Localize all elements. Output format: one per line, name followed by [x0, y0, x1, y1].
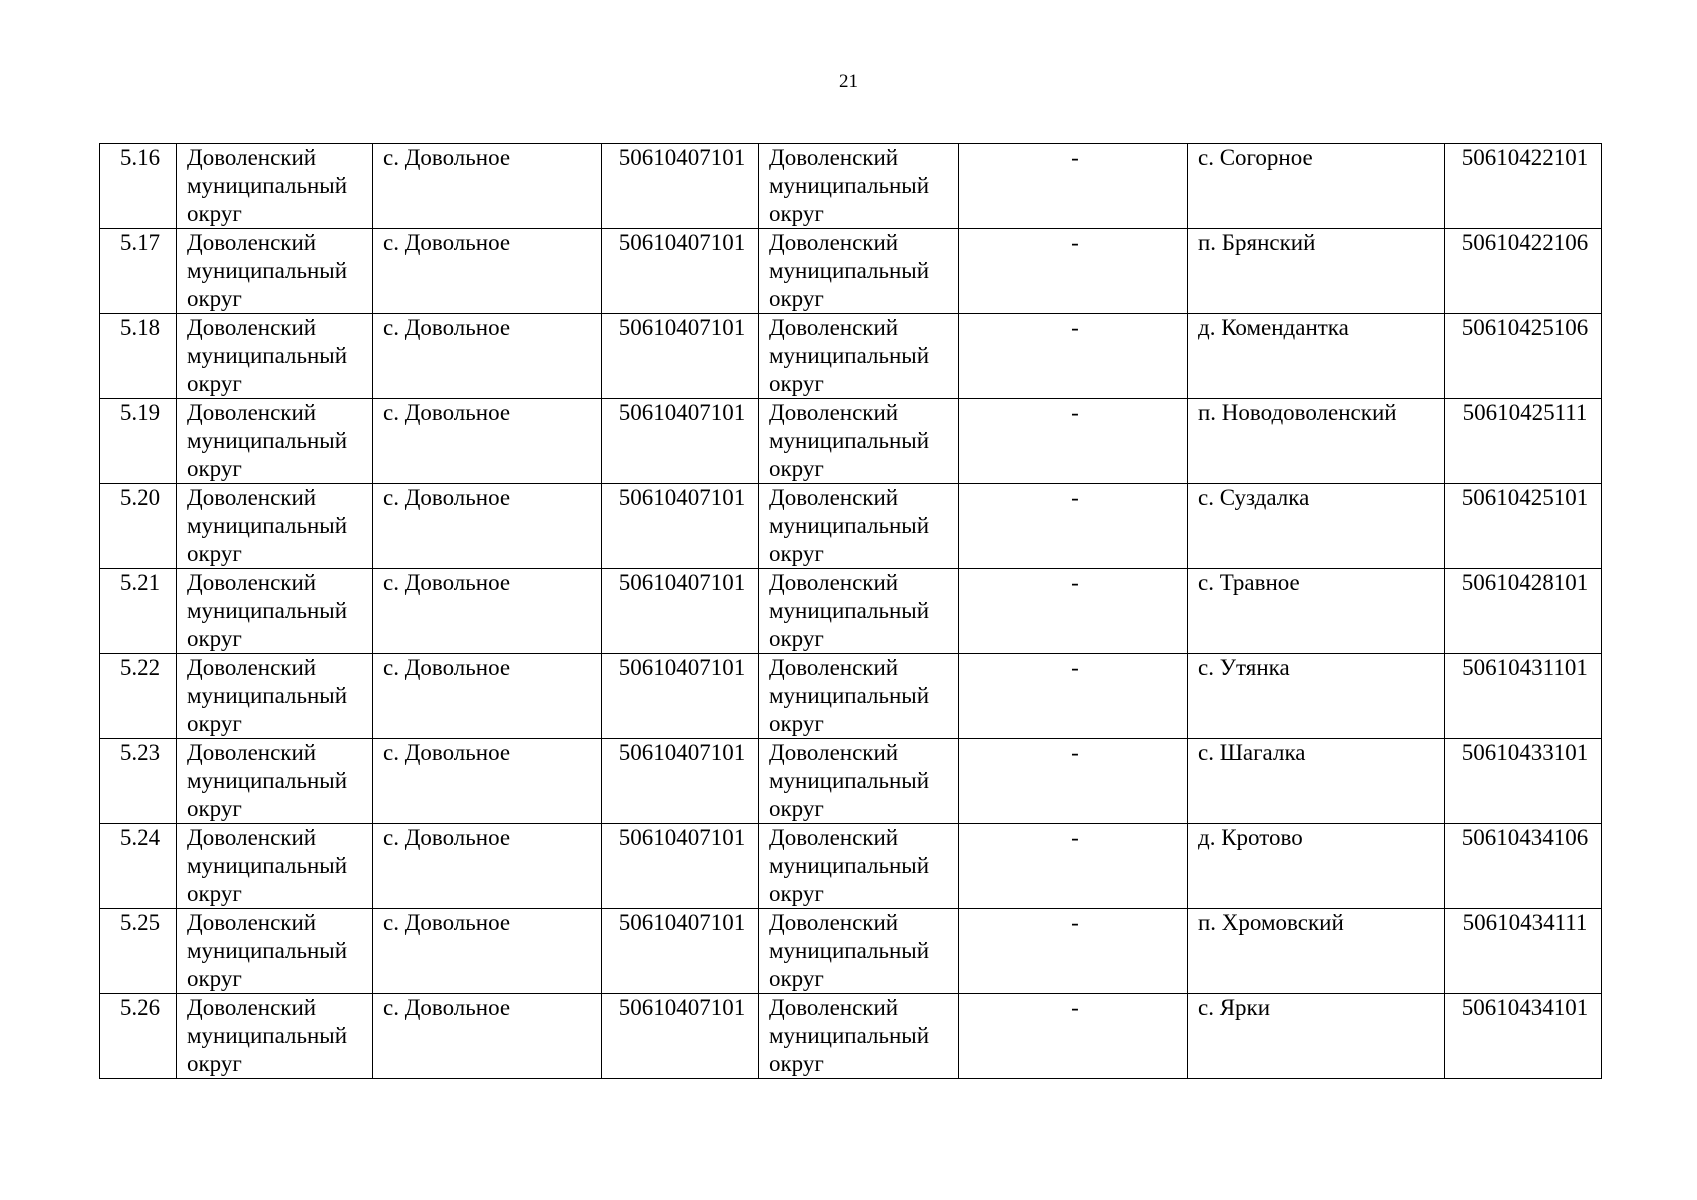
district2-cell	[759, 654, 959, 739]
district-cell-line: Доволенский	[187, 910, 317, 935]
district2-cell-line: округ	[769, 626, 824, 651]
dash-cell: -	[959, 484, 1188, 569]
district-cell-line: Доволенский	[187, 995, 317, 1020]
district-cell-line: муниципальный	[187, 428, 348, 453]
district-cell-line: округ	[187, 711, 242, 736]
district-cell	[177, 824, 373, 909]
center-code-cell: 50610407101	[602, 739, 759, 824]
district-cell-line: муниципальный	[187, 1023, 348, 1048]
district-cell	[177, 229, 373, 314]
district2-cell-line: муниципальный	[769, 343, 930, 368]
district2-cell-line: округ	[769, 966, 824, 991]
district2-cell-line: Доволенский	[769, 315, 899, 340]
district-cell-line: муниципальный	[187, 853, 348, 878]
center-cell: с. Довольное	[373, 654, 602, 739]
district-cell-line: Доволенский	[187, 485, 317, 510]
table-row	[100, 994, 1602, 1079]
settlement-code-cell: 50610434101	[1445, 994, 1602, 1079]
district-cell-line: округ	[187, 371, 242, 396]
table-body	[100, 144, 1602, 1079]
center-cell: с. Довольное	[373, 824, 602, 909]
district2-cell	[759, 909, 959, 994]
row-number-cell: 5.23	[100, 739, 177, 824]
settlement-code-cell: 50610422106	[1445, 229, 1602, 314]
settlement-code-cell: 50610428101	[1445, 569, 1602, 654]
table-row	[100, 824, 1602, 909]
page-number: 21	[839, 71, 858, 92]
row-number-cell: 5.17	[100, 229, 177, 314]
settlement-cell: п. Хромовский	[1188, 909, 1445, 994]
district2-cell	[759, 569, 959, 654]
settlement-code-cell: 50610431101	[1445, 654, 1602, 739]
table-row	[100, 399, 1602, 484]
district2-cell	[759, 739, 959, 824]
district-cell-line: муниципальный	[187, 173, 348, 198]
district2-cell	[759, 144, 959, 229]
district-cell-line: муниципальный	[187, 683, 348, 708]
center-code-cell: 50610407101	[602, 229, 759, 314]
district-cell	[177, 654, 373, 739]
district2-cell-line: Доволенский	[769, 825, 899, 850]
table-row	[100, 909, 1602, 994]
district2-cell-line: муниципальный	[769, 428, 930, 453]
settlement-code-cell: 50610425111	[1445, 399, 1602, 484]
table-row	[100, 229, 1602, 314]
district2-cell-line: Доволенский	[769, 910, 899, 935]
center-code-cell: 50610407101	[602, 399, 759, 484]
district2-cell-line: муниципальный	[769, 258, 930, 283]
district2-cell-line: муниципальный	[769, 683, 930, 708]
district-cell-line: Доволенский	[187, 825, 317, 850]
district2-cell-line: муниципальный	[769, 768, 930, 793]
center-code-cell: 50610407101	[602, 144, 759, 229]
district2-cell-line: Доволенский	[769, 145, 899, 170]
district-cell-line: муниципальный	[187, 258, 348, 283]
district-cell-line: округ	[187, 966, 242, 991]
row-number-cell: 5.16	[100, 144, 177, 229]
district-cell-line: Доволенский	[187, 740, 317, 765]
row-number-cell: 5.24	[100, 824, 177, 909]
dash-cell: -	[959, 569, 1188, 654]
center-code-cell: 50610407101	[602, 569, 759, 654]
district-cell-line: Доволенский	[187, 570, 317, 595]
center-cell: с. Довольное	[373, 229, 602, 314]
district2-cell-line: Доволенский	[769, 230, 899, 255]
district-cell-line: округ	[187, 796, 242, 821]
district2-cell	[759, 824, 959, 909]
dash-cell: -	[959, 314, 1188, 399]
settlement-cell: д. Комендантка	[1188, 314, 1445, 399]
settlement-code-cell: 50610434111	[1445, 909, 1602, 994]
center-cell: с. Довольное	[373, 144, 602, 229]
settlement-cell: с. Шагалка	[1188, 739, 1445, 824]
row-number-cell: 5.26	[100, 994, 177, 1079]
district-cell-line: округ	[187, 881, 242, 906]
district2-cell-line: Доволенский	[769, 570, 899, 595]
district-cell-line: муниципальный	[187, 938, 348, 963]
district2-cell-line: Доволенский	[769, 400, 899, 425]
dash-cell: -	[959, 909, 1188, 994]
table-row	[100, 739, 1602, 824]
district-cell-line: Доволенский	[187, 145, 317, 170]
row-number-cell: 5.25	[100, 909, 177, 994]
settlement-cell: п. Брянский	[1188, 229, 1445, 314]
district-cell-line: округ	[187, 626, 242, 651]
center-code-cell: 50610407101	[602, 909, 759, 994]
district-cell	[177, 484, 373, 569]
district-cell	[177, 399, 373, 484]
district2-cell-line: округ	[769, 711, 824, 736]
district2-cell-line: Доволенский	[769, 995, 899, 1020]
row-number-cell: 5.18	[100, 314, 177, 399]
district-cell-line: Доволенский	[187, 315, 317, 340]
dash-cell: -	[959, 399, 1188, 484]
settlement-cell: с. Утянка	[1188, 654, 1445, 739]
dash-cell: -	[959, 654, 1188, 739]
dash-cell: -	[959, 824, 1188, 909]
row-number-cell: 5.19	[100, 399, 177, 484]
district2-cell-line: Доволенский	[769, 655, 899, 680]
district2-cell-line: округ	[769, 796, 824, 821]
center-code-cell: 50610407101	[602, 314, 759, 399]
district2-cell-line: округ	[769, 286, 824, 311]
settlement-code-cell: 50610434106	[1445, 824, 1602, 909]
district2-cell	[759, 229, 959, 314]
center-cell: с. Довольное	[373, 484, 602, 569]
district-cell	[177, 994, 373, 1079]
settlement-cell: с. Ярки	[1188, 994, 1445, 1079]
district-cell-line: Доволенский	[187, 400, 317, 425]
district-cell-line: округ	[187, 201, 242, 226]
center-cell: с. Довольное	[373, 399, 602, 484]
row-number-cell: 5.22	[100, 654, 177, 739]
district-cell-line: муниципальный	[187, 768, 348, 793]
district2-cell-line: округ	[769, 1051, 824, 1076]
district-cell-line: муниципальный	[187, 598, 348, 623]
district2-cell	[759, 994, 959, 1079]
center-cell: с. Довольное	[373, 569, 602, 654]
center-code-cell: 50610407101	[602, 654, 759, 739]
district2-cell-line: округ	[769, 456, 824, 481]
settlement-cell: п. Новодоволенский	[1188, 399, 1445, 484]
district-cell	[177, 314, 373, 399]
district-cell-line: округ	[187, 541, 242, 566]
center-code-cell: 50610407101	[602, 824, 759, 909]
table-row	[100, 569, 1602, 654]
row-number-cell: 5.21	[100, 569, 177, 654]
table-row	[100, 654, 1602, 739]
district2-cell-line: муниципальный	[769, 513, 930, 538]
district2-cell-line: округ	[769, 881, 824, 906]
district-cell	[177, 144, 373, 229]
settlement-code-cell: 50610433101	[1445, 739, 1602, 824]
settlement-cell: д. Кротово	[1188, 824, 1445, 909]
settlement-code-cell: 50610425106	[1445, 314, 1602, 399]
district-cell-line: округ	[187, 1051, 242, 1076]
district2-cell-line: Доволенский	[769, 740, 899, 765]
district-cell-line: муниципальный	[187, 513, 348, 538]
settlements-table	[99, 143, 1602, 1079]
district2-cell-line: муниципальный	[769, 598, 930, 623]
center-cell: с. Довольное	[373, 739, 602, 824]
dash-cell: -	[959, 739, 1188, 824]
settlement-cell: с. Травное	[1188, 569, 1445, 654]
center-code-cell: 50610407101	[602, 994, 759, 1079]
table-row	[100, 144, 1602, 229]
center-cell: с. Довольное	[373, 314, 602, 399]
district2-cell-line: округ	[769, 541, 824, 566]
district-cell-line: округ	[187, 456, 242, 481]
district-cell	[177, 909, 373, 994]
settlement-code-cell: 50610425101	[1445, 484, 1602, 569]
district-cell-line: муниципальный	[187, 343, 348, 368]
district2-cell-line: округ	[769, 201, 824, 226]
district2-cell-line: муниципальный	[769, 938, 930, 963]
district2-cell-line: муниципальный	[769, 1023, 930, 1048]
table-row	[100, 484, 1602, 569]
center-cell: с. Довольное	[373, 909, 602, 994]
table-row	[100, 314, 1602, 399]
center-code-cell: 50610407101	[602, 484, 759, 569]
district2-cell	[759, 314, 959, 399]
row-number-cell: 5.20	[100, 484, 177, 569]
district2-cell-line: округ	[769, 371, 824, 396]
district-cell-line: Доволенский	[187, 230, 317, 255]
district2-cell	[759, 399, 959, 484]
dash-cell: -	[959, 994, 1188, 1079]
district-cell	[177, 739, 373, 824]
district2-cell-line: муниципальный	[769, 853, 930, 878]
district-cell-line: Доволенский	[187, 655, 317, 680]
center-cell: с. Довольное	[373, 994, 602, 1079]
district2-cell-line: Доволенский	[769, 485, 899, 510]
settlement-code-cell: 50610422101	[1445, 144, 1602, 229]
district-cell	[177, 569, 373, 654]
district2-cell-line: муниципальный	[769, 173, 930, 198]
dash-cell: -	[959, 144, 1188, 229]
district-cell-line: округ	[187, 286, 242, 311]
settlement-cell: с. Согорное	[1188, 144, 1445, 229]
district2-cell	[759, 484, 959, 569]
dash-cell: -	[959, 229, 1188, 314]
settlement-cell: с. Суздалка	[1188, 484, 1445, 569]
